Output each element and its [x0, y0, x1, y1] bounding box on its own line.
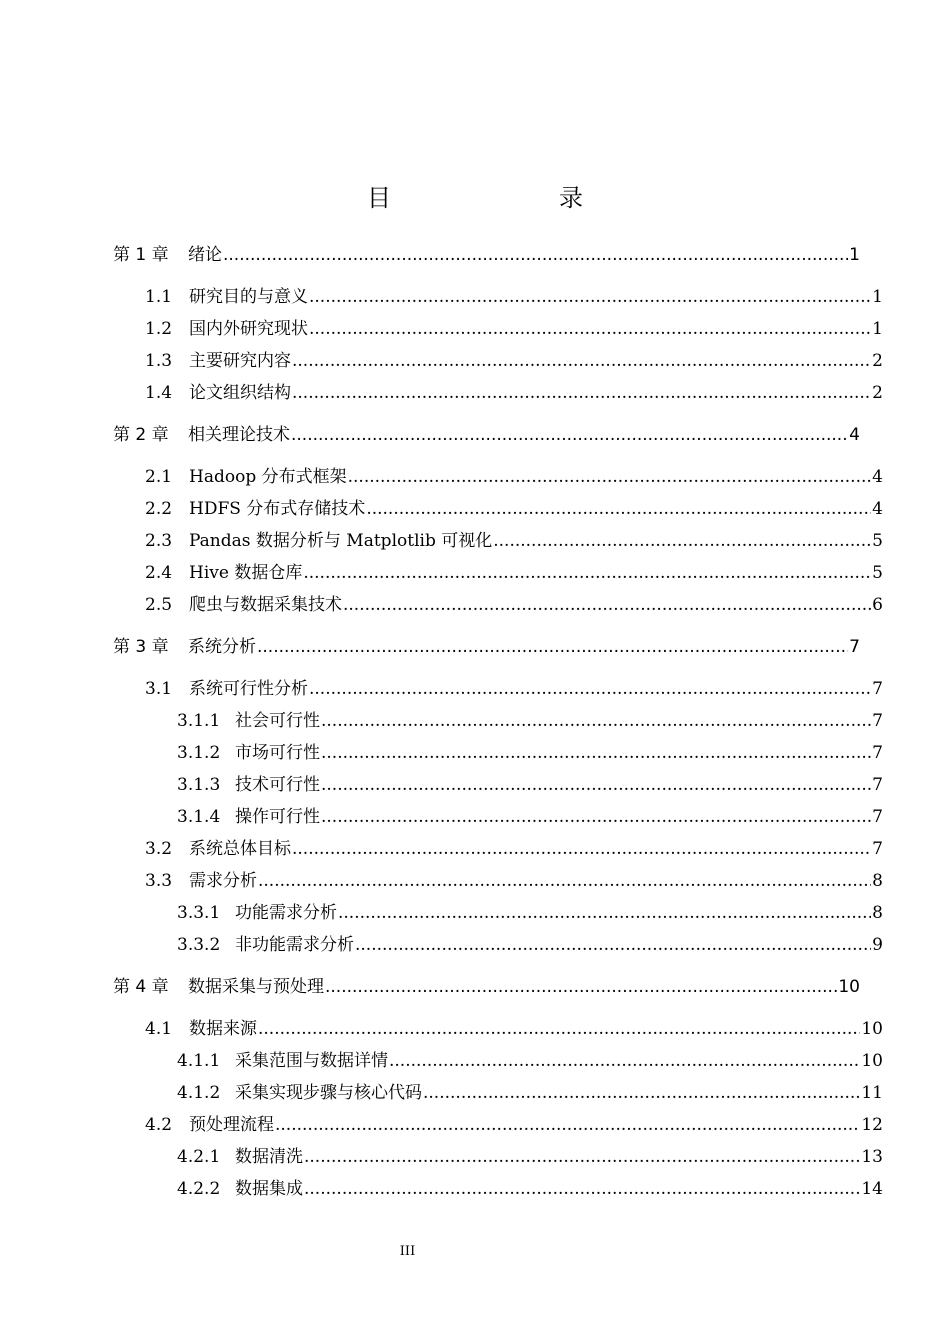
toc-entry-title: 数据清洗	[235, 1147, 303, 1167]
toc-dot-leader	[321, 774, 871, 796]
toc-section-entry[interactable]	[177, 774, 883, 796]
toc-entry-page-number: 9	[872, 935, 883, 955]
toc-section-entry[interactable]	[145, 1114, 883, 1136]
toc-dot-leader	[321, 806, 871, 828]
toc-entry-number: 3.3	[145, 871, 173, 891]
toc-dot-leader	[292, 350, 871, 372]
toc-dot-leader	[303, 562, 871, 584]
toc-section-entry[interactable]	[145, 594, 883, 616]
toc-entry-number: 4.1	[145, 1019, 173, 1039]
toc-dot-leader	[275, 1114, 860, 1136]
toc-entry-number: 1.2	[145, 319, 173, 339]
toc-entry-page-number: 5	[872, 531, 883, 551]
toc-dot-leader	[309, 318, 871, 340]
toc-section-entry[interactable]	[145, 870, 883, 892]
toc-entry-page-number: 2	[872, 351, 883, 371]
toc-dot-leader	[355, 934, 871, 956]
toc-entry-page-number: 14	[861, 1179, 883, 1199]
toc-dot-leader	[321, 710, 871, 732]
toc-entry-title: 相关理论技术	[188, 425, 290, 445]
toc-entry-number: 4.1.1	[177, 1051, 221, 1071]
toc-section-entry[interactable]	[177, 806, 883, 828]
toc-entry-number: 3.1.1	[177, 711, 221, 731]
toc-entry-title: Hadoop 分布式框架	[189, 467, 347, 487]
toc-entry-number: 2.5	[145, 595, 173, 615]
toc-entry-number: 1.4	[145, 383, 173, 403]
toc-entry-page-number: 7	[872, 743, 883, 763]
toc-entry-number: 3.3.2	[177, 935, 221, 955]
toc-entry-title: 爬虫与数据采集技术	[189, 595, 342, 615]
toc-entry-title: 市场可行性	[235, 743, 320, 763]
toc-dot-leader	[292, 838, 871, 860]
toc-entry-number: 3.2	[145, 839, 173, 859]
toc-section-entry[interactable]	[177, 710, 883, 732]
toc-entry-number: 4.2.1	[177, 1147, 221, 1167]
toc-entry-number: 3.1.4	[177, 807, 221, 827]
toc-entry-title: 国内外研究现状	[189, 319, 308, 339]
toc-entry-page-number: 10	[838, 977, 860, 997]
toc-entry-page-number: 1	[872, 319, 883, 339]
toc-section-entry[interactable]	[177, 742, 883, 764]
toc-entry-page-number: 2	[872, 383, 883, 403]
toc-section-entry[interactable]	[177, 1082, 883, 1104]
toc-dot-leader	[304, 1146, 860, 1168]
toc-dot-leader	[291, 424, 848, 446]
toc-section-entry[interactable]	[145, 286, 883, 308]
toc-dot-leader	[389, 1050, 860, 1072]
toc-entry-page-number: 7	[872, 775, 883, 795]
toc-entry-title: 绪论	[188, 245, 222, 265]
toc-dot-leader	[325, 976, 837, 998]
toc-entry-title: 社会可行性	[235, 711, 320, 731]
toc-dot-leader	[348, 466, 872, 488]
toc-entry-title: 系统分析	[188, 637, 256, 657]
toc-dot-leader	[258, 870, 871, 892]
toc-entry-number: 4.1.2	[177, 1083, 221, 1103]
toc-entry-page-number: 13	[861, 1147, 883, 1167]
toc-entry-title: 预处理流程	[189, 1115, 274, 1135]
toc-entry-number: 3.1	[145, 679, 173, 699]
toc-entry-page-number: 6	[872, 595, 883, 615]
toc-entry-number: 3.1.2	[177, 743, 221, 763]
toc-entry-title: 采集范围与数据详情	[235, 1051, 388, 1071]
toc-entry-page-number: 4	[872, 467, 883, 487]
toc-dot-leader	[257, 636, 848, 658]
toc-entry-title: 采集实现步骤与核心代码	[235, 1083, 422, 1103]
toc-entry-title: Hive 数据仓库	[189, 563, 303, 583]
toc-entry-number: 2.1	[145, 467, 173, 487]
toc-section-entry[interactable]	[145, 498, 883, 520]
toc-entry-title: 论文组织结构	[189, 383, 291, 403]
toc-section-entry[interactable]	[177, 1050, 883, 1072]
toc-entry-page-number: 5	[872, 563, 883, 583]
toc-section-entry[interactable]	[145, 678, 883, 700]
toc-section-entry[interactable]	[145, 838, 883, 860]
toc-dot-leader	[223, 244, 848, 266]
toc-dot-leader	[423, 1082, 860, 1104]
toc-entry-page-number: 11	[861, 1083, 883, 1103]
toc-chapter-entry[interactable]	[113, 424, 860, 446]
toc-entry-title: 非功能需求分析	[235, 935, 354, 955]
toc-title: 目 录	[367, 184, 623, 212]
toc-section-entry[interactable]	[177, 934, 883, 956]
toc-section-entry[interactable]	[177, 1146, 883, 1168]
toc-entry-title: 需求分析	[189, 871, 257, 891]
toc-entry-page-number: 7	[849, 637, 860, 657]
toc-entry-number: 第 3 章	[113, 637, 169, 657]
toc-dot-leader	[309, 286, 871, 308]
toc-entry-page-number: 7	[872, 807, 883, 827]
toc-entry-page-number: 8	[872, 903, 883, 923]
toc-chapter-entry[interactable]	[113, 244, 860, 266]
toc-entry-number: 3.1.3	[177, 775, 221, 795]
toc-entry-number: 2.3	[145, 531, 173, 551]
toc-entry-page-number: 7	[872, 679, 883, 699]
toc-entry-title: 主要研究内容	[189, 351, 291, 371]
toc-entry-number: 第 1 章	[113, 245, 169, 265]
toc-entry-number: 3.3.1	[177, 903, 221, 923]
toc-section-entry[interactable]	[145, 530, 883, 552]
toc-entry-title: 系统可行性分析	[189, 679, 308, 699]
toc-section-entry[interactable]	[145, 350, 883, 372]
toc-entry-page-number: 10	[861, 1019, 883, 1039]
toc-entry-page-number: 8	[872, 871, 883, 891]
toc-entry-title: 数据集成	[235, 1179, 303, 1199]
toc-entry-title: 技术可行性	[235, 775, 320, 795]
toc-section-entry[interactable]	[145, 382, 883, 404]
toc-section-entry[interactable]	[145, 1018, 883, 1040]
toc-entry-title: 研究目的与意义	[189, 287, 308, 307]
toc-entry-title: HDFS 分布式存储技术	[189, 499, 366, 519]
toc-entry-page-number: 12	[861, 1115, 883, 1135]
toc-entry-title: 操作可行性	[235, 807, 320, 827]
toc-entry-title: 功能需求分析	[235, 903, 337, 923]
toc-dot-leader	[493, 530, 871, 552]
toc-entry-page-number: 4	[849, 425, 860, 445]
toc-dot-leader	[366, 498, 871, 520]
toc-entry-page-number: 1	[849, 245, 860, 265]
toc-entry-title: 数据采集与预处理	[188, 977, 324, 997]
toc-section-entry[interactable]	[177, 902, 883, 924]
toc-section-entry[interactable]	[145, 466, 883, 488]
toc-dot-leader	[343, 594, 871, 616]
toc-entry-page-number: 1	[872, 287, 883, 307]
toc-entry-page-number: 4	[872, 499, 883, 519]
toc-entry-page-number: 7	[872, 839, 883, 859]
toc-dot-leader	[338, 902, 871, 924]
toc-dot-leader	[258, 1018, 860, 1040]
toc-section-entry[interactable]	[145, 318, 883, 340]
toc-dot-leader	[321, 742, 871, 764]
toc-entry-page-number: 10	[861, 1051, 883, 1071]
toc-section-entry[interactable]	[177, 1178, 883, 1200]
toc-entry-number: 1.3	[145, 351, 173, 371]
toc-entry-number: 2.4	[145, 563, 173, 583]
toc-entry-title: 系统总体目标	[189, 839, 291, 859]
toc-entry-title: 数据来源	[189, 1019, 257, 1039]
toc-entry-number: 2.2	[145, 499, 173, 519]
toc-entry-number: 第 2 章	[113, 425, 169, 445]
toc-chapter-entry[interactable]	[113, 636, 860, 658]
toc-entry-number: 4.2	[145, 1115, 173, 1135]
toc-dot-leader	[309, 678, 871, 700]
toc-entry-number: 1.1	[145, 287, 173, 307]
page-number: III	[399, 1244, 416, 1259]
toc-entry-title: Pandas 数据分析与 Matplotlib 可视化	[189, 531, 493, 551]
toc-section-entry[interactable]	[145, 562, 883, 584]
toc-entry-number: 第 4 章	[113, 977, 169, 997]
toc-entry-page-number: 7	[872, 711, 883, 731]
toc-entry-number: 4.2.2	[177, 1179, 221, 1199]
toc-chapter-entry[interactable]	[113, 976, 860, 998]
toc-dot-leader	[304, 1178, 860, 1200]
toc-dot-leader	[292, 382, 871, 404]
